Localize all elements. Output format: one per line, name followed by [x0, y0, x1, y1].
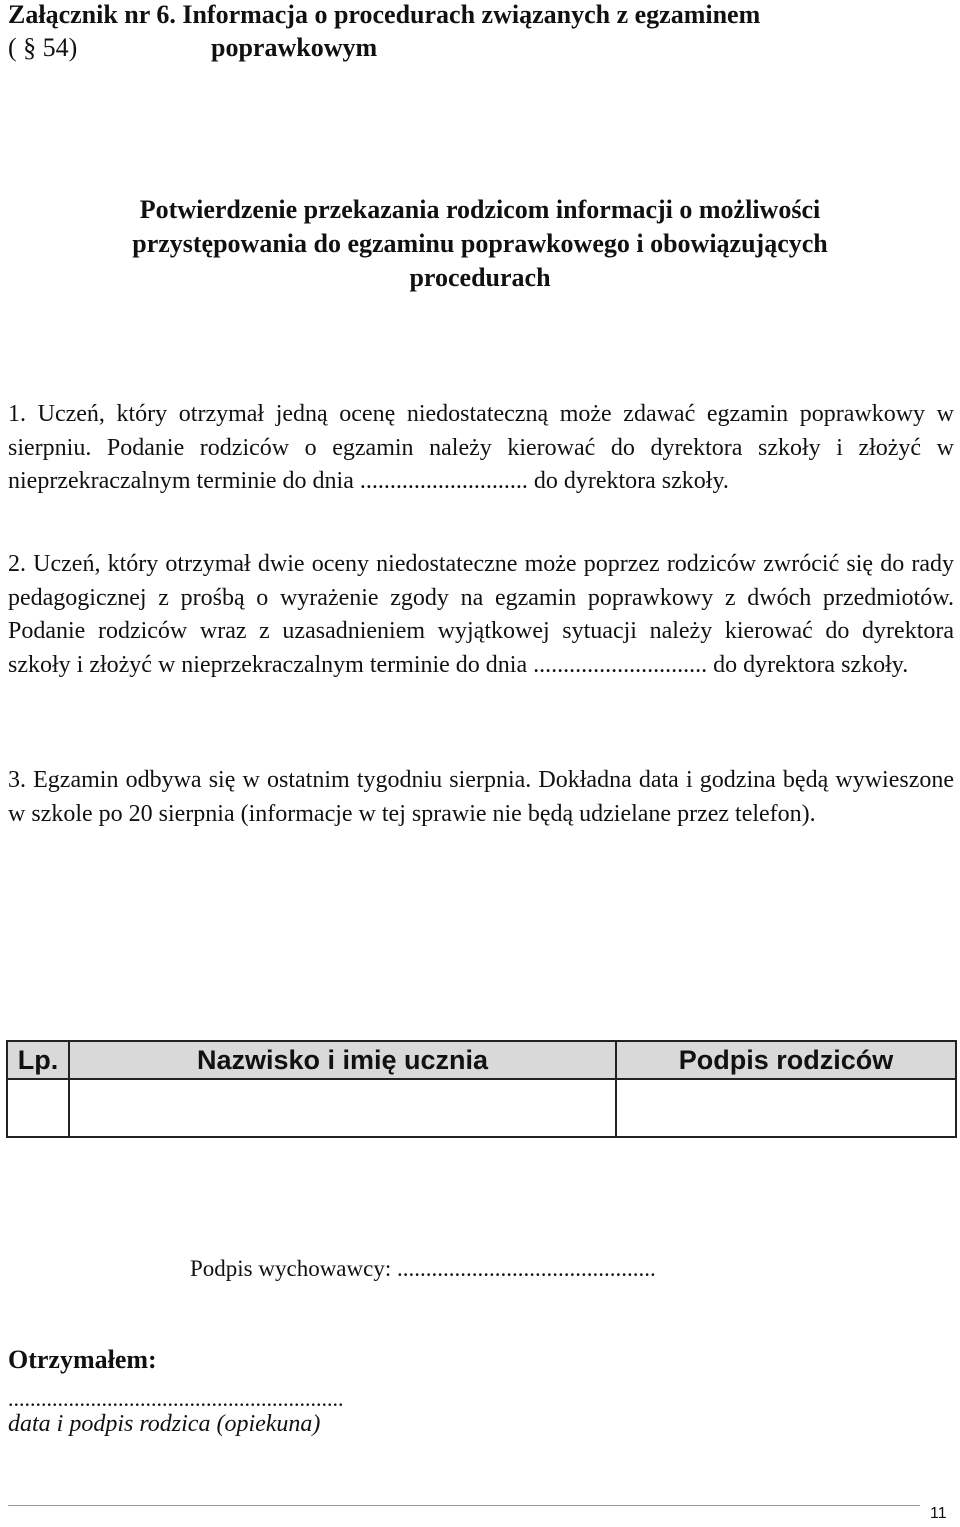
received-label: Otrzymałem:: [8, 1345, 157, 1374]
section-subtitle: [30, 193, 930, 295]
table-header-row: [7, 1041, 956, 1079]
subtitle-line-1: Potwierdzenie przekazania rodzicom informacji o możliwości: [139, 195, 821, 224]
item-text: Uczeń, który otrzymał dwie oceny niedostateczne może poprzez rodziców zwrócić się do rady pedagogicznej z prośbą o wyrażenie zgody na egzamin poprawkowy z dwóch przedmiotów. Podanie rodziców wraz z uzasadnieniem wyjątkowej sytuacji należy kierować do dyrektora szkoły i złożyć w nieprzekraczalnym terminie do dnia ............................. do dyrektora szkoły.: [8, 551, 954, 678]
teacher-signature-line: Podpis wychowawcy: .............................................: [190, 1256, 656, 1281]
cell-student-name[interactable]: [69, 1079, 616, 1137]
subtitle-line-3: procedurach: [409, 263, 551, 292]
document-title-line-2-word: [211, 33, 377, 63]
column-header-lp: Lp.: [7, 1041, 69, 1079]
received-caption: data i podpis rodzica (opiekuna): [8, 1411, 321, 1437]
item-text: Egzamin odbywa się w ostatnim tygodniu sierpnia. Dokładna data i godzina będą wywieszone w szkole po 20 sierpnia (informacje w tej sprawie nie będą udzielane przez telefon).: [8, 767, 954, 827]
column-header-parent-signature: Podpis rodziców: [616, 1041, 956, 1079]
procedure-item-2: [8, 548, 954, 682]
annex-number: Załącznik nr 6.: [8, 0, 176, 29]
item-number: 1.: [8, 401, 26, 427]
procedure-item-3: [8, 764, 954, 831]
item-text: Uczeń, który otrzymał jedną ocenę niedostateczną może zdawać egzamin poprawkowy w sierpniu. Podanie rodziców o egzamin należy kierować do dyrektora szkoły i złożyć w nieprzekraczalnym terminie do dnia ............................ do dyrektora szkoły.: [8, 401, 954, 494]
footer-divider: [8, 1505, 920, 1506]
column-header-student-name: Nazwisko i imię ucznia: [69, 1041, 616, 1079]
title-continuation: poprawkowym: [211, 33, 378, 62]
subtitle-line-2: przystępowania do egzaminu poprawkowego i obowiązujących: [132, 229, 828, 258]
cell-lp[interactable]: [7, 1079, 69, 1137]
document-title-line-1: [8, 0, 760, 30]
received-signature-dots: .............................................................: [8, 1386, 344, 1411]
item-number: 3.: [8, 767, 26, 793]
procedure-item-1: [8, 398, 954, 499]
table-row: [7, 1079, 956, 1137]
page-number: 11: [930, 1505, 947, 1522]
signature-table: [6, 1040, 957, 1138]
paragraph-reference: ( § 54): [8, 33, 78, 62]
document-title-line-2: [8, 33, 77, 63]
cell-parent-signature[interactable]: [616, 1079, 956, 1137]
item-number: 2.: [8, 551, 26, 577]
title-text: Informacja o procedurach związanych z egzaminem: [175, 0, 761, 29]
